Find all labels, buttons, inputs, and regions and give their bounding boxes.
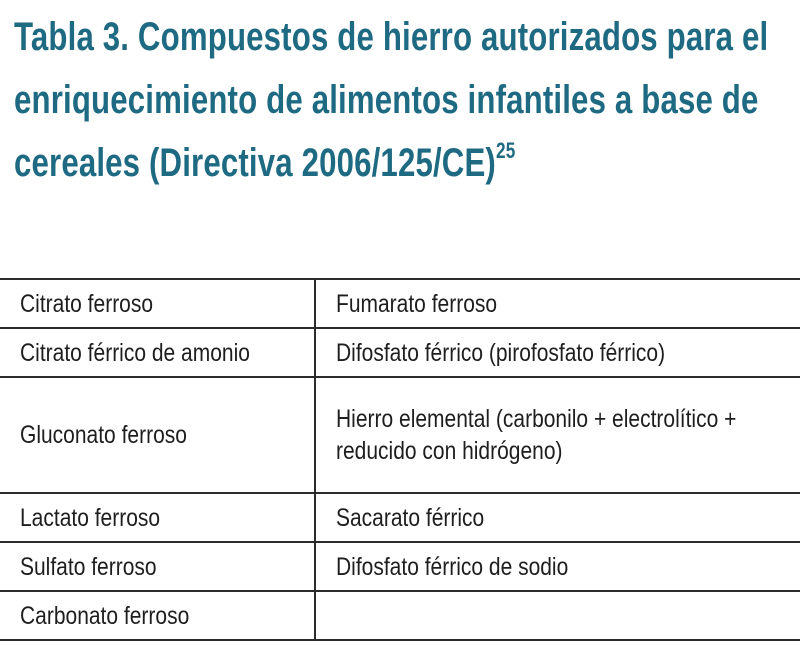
table-cell	[0, 542, 315, 591]
table-cell	[0, 591, 315, 640]
table-row	[0, 493, 800, 542]
table-row	[0, 328, 800, 377]
cell-text: Hierro elemental (carbonilo + electrolítico + reducido con hidrógeno)	[335, 405, 737, 465]
table-row	[0, 542, 800, 591]
cell-text: Citrato férrico de amonio	[20, 338, 250, 367]
table-title	[14, 6, 786, 195]
table-cell	[0, 377, 315, 493]
table-cell	[315, 279, 800, 328]
footnote-reference: 25	[495, 138, 516, 163]
cell-text: Sulfato ferroso	[20, 552, 157, 581]
table-cell	[315, 542, 800, 591]
table-title-text: Tabla 3. Compuestos de hierro autorizados para el enriquecimiento de alimentos infantiles a base de cereales (Directiva 2006/125/CE)	[14, 15, 769, 185]
cell-text: Carbonato ferroso	[20, 601, 190, 630]
table-cell	[315, 377, 800, 493]
cell-text: Gluconato ferroso	[20, 421, 187, 449]
cell-text: Lactato ferroso	[20, 503, 161, 532]
cell-text: Citrato ferroso	[20, 289, 154, 318]
table-cell	[315, 493, 800, 542]
table-row	[0, 377, 800, 493]
table-row	[0, 279, 800, 328]
cell-text: Difosfato férrico de sodio	[335, 552, 569, 581]
table-row	[0, 591, 800, 640]
cell-text: Difosfato férrico (pirofosfato férrico)	[335, 338, 665, 367]
cell-text: Sacarato férrico	[335, 503, 484, 532]
table-cell	[0, 328, 315, 377]
iron-compounds-table	[0, 278, 800, 641]
table-cell	[0, 279, 315, 328]
table-cell	[0, 493, 315, 542]
cell-text: Fumarato ferroso	[335, 289, 497, 318]
table-cell	[315, 591, 800, 640]
table-cell	[315, 328, 800, 377]
